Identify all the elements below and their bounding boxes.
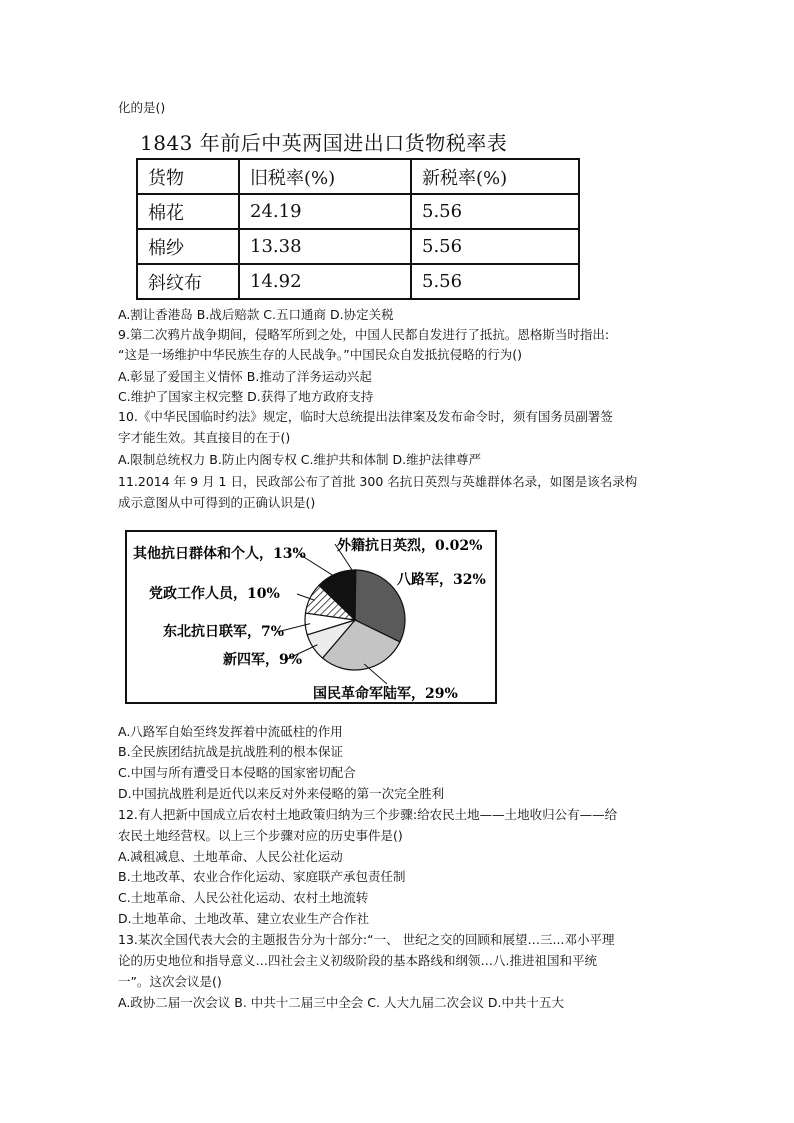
pie-label-nra: 国民革命军陆军，29% [313, 686, 458, 702]
pie-chart-svg [127, 532, 495, 702]
header-cell: 旧税率(%) [239, 159, 411, 194]
table-cell: 斜纹布 [137, 264, 239, 299]
q13-stem-1: 13.某次全国代表大会的主题报告分为十部分:“一、 世纪之交的回顾和展望…三...邓小平理 [118, 932, 615, 947]
q11-option-b: B.全民族团结抗战是抗战胜利的根本保证 [118, 744, 344, 759]
q10-stem-2: 字才能生效。其直接目的在于() [118, 430, 291, 445]
q7-stem-end: 化的是() [118, 100, 166, 115]
q12-option-a: A.减租减息、土地革命、人民公社化运动 [118, 849, 343, 864]
q10-stem-1: 10.《中华民国临时约法》规定，临时大总统提出法律案及发布命令时，须有国务员副署签 [118, 409, 613, 424]
q11-stem-2: 成示意图从中可得到的正确认识是() [118, 495, 316, 510]
header-cell: 新税率(%) [411, 159, 579, 194]
q11-option-a: A.八路军自始至终发挥着中流砥柱的作用 [118, 724, 343, 739]
pie-chart [125, 530, 497, 704]
pie-leader-line [364, 664, 387, 684]
table-cell: 5.56 [411, 194, 579, 229]
table-row [137, 229, 579, 264]
pie-label-northeast: 东北抗日联军，7% [163, 624, 285, 640]
q9-options-1: A.彰显了爱国主义情怀 B.推动了洋务运动兴起 [118, 369, 372, 384]
table-cell: 5.56 [411, 229, 579, 264]
pie-label-party-gov: 党政工作人员，10% [149, 586, 280, 602]
q11-option-c: C.中国与所有遭受日本侵略的国家密切配合 [118, 765, 356, 780]
table-row [137, 264, 579, 299]
pie-label-new-fourth: 新四军，9% [223, 652, 303, 668]
table-cell: 棉花 [137, 194, 239, 229]
q13-stem-2: 论的历史地位和指导意义…四社会主义初级阶段的基本路线和纲领…八.推进祖国和平统 [118, 953, 597, 968]
q11-option-d: D.中国抗战胜利是近代以来反对外来侵略的第一次完全胜利 [118, 786, 445, 801]
pie-label-foreign: 外籍抗日英烈，0.02% [337, 538, 483, 554]
q12-option-c: C.土地革命、人民公社化运动、农村土地流转 [118, 890, 369, 905]
q12-option-d: D.土地革命、土地改革、建立农业生产合作社 [118, 911, 370, 926]
q11-stem-1: 11.2014 年 9 月 1 日，民政部公布了首批 300 名抗日英烈与英雄群体名录，如图是该名录构 [118, 474, 638, 489]
tax-rate-table [136, 158, 580, 300]
q12-stem-1: 12.有人把新中国成立后农村土地政策归纳为三个步骤:给农民土地——土地收归公有——给 [118, 807, 618, 822]
table-cell: 5.56 [411, 264, 579, 299]
pie-slices [305, 570, 405, 670]
table-cell: 棉纱 [137, 229, 239, 264]
header-cell: 货物 [137, 159, 239, 194]
q8-options: A.割让香港岛 B.战后赔款 C.五口通商 D.协定关税 [118, 307, 394, 322]
table-cell: 13.38 [239, 229, 411, 264]
table-title: 1843 年前后中英两国进出口货物税率表 [140, 131, 508, 155]
table-row [137, 194, 579, 229]
q9-stem-2: “这是一场维护中华民族生存的人民战争。”中国民众自发抵抗侵略的行为() [118, 347, 522, 362]
q12-option-b: B.土地改革、农业合作化运动、家庭联产承包责任制 [118, 869, 406, 884]
q10-options: A.限制总统权力 B.防止内阁专权 C.维护共和体制 D.维护法律尊严 [118, 452, 482, 467]
q12-stem-2: 农民土地经营权。以上三个步骤对应的历史事件是() [118, 828, 403, 843]
q9-stem-1: 9.第二次鸦片战争期间，侵略军所到之处，中国人民都自发进行了抵抗。恩格斯当时指出: [118, 327, 610, 342]
table-header-row [137, 159, 579, 194]
q13-stem-3: 一”。这次会议是() [118, 974, 222, 989]
q9-options-2: C.维护了国家主权完整 D.获得了地方政府支持 [118, 389, 374, 404]
pie-label-others: 其他抗日群体和个人，13% [133, 546, 306, 562]
pie-label-eighth-route: 八路军，32% [397, 572, 486, 588]
table-cell: 24.19 [239, 194, 411, 229]
q13-options: A.政协二届一次会议 B. 中共十二届三中全会 C. 人大九届二次会议 D.中共十五大 [118, 995, 565, 1010]
table-cell: 14.92 [239, 264, 411, 299]
